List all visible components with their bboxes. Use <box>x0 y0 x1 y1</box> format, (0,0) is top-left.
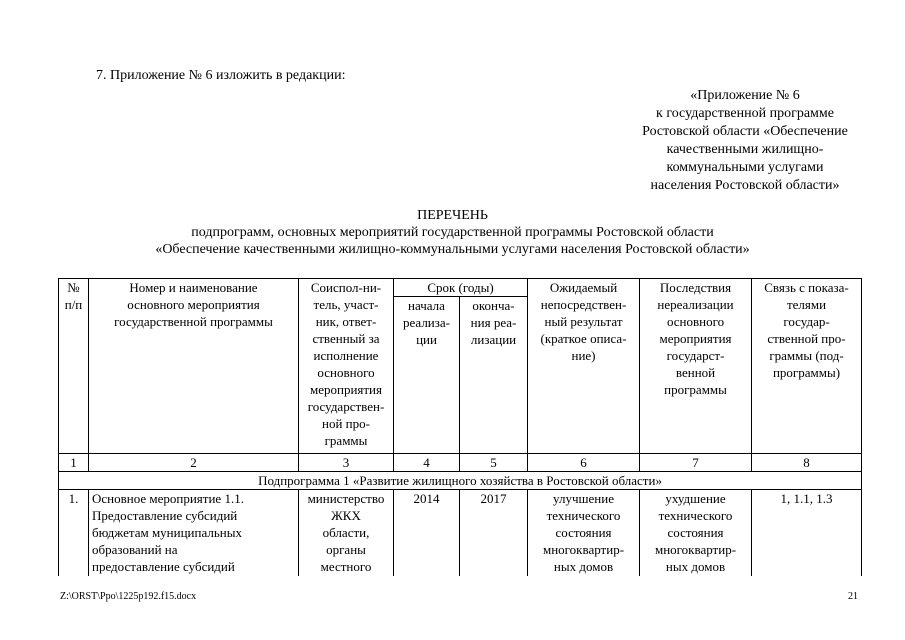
row-name: Основное мероприятие 1.1. Предоставление субсидий бюджетам муниципальных образований на предоставление субсидий <box>89 490 299 576</box>
annex-line: качественными жилищно- <box>666 142 824 157</box>
header-consequences: Последствия нереализации основного мероприятия государст- венной программы <box>640 279 752 454</box>
annex-line: к государственной программе <box>656 106 834 121</box>
annex-line: «Приложение № 6 <box>690 88 800 103</box>
title-line-1: подпрограмм, основных мероприятий государственной программы Ростовской области <box>191 225 714 240</box>
document-title <box>0 207 905 258</box>
column-number: 5 <box>460 454 528 472</box>
column-number: 2 <box>89 454 299 472</box>
row-executor: министерство ЖКХ области, органы местного <box>299 490 394 576</box>
header-term: Срок (годы) <box>394 279 528 297</box>
header-expected: Ожидаемый непосредствен- ный результат (краткое описа- ние) <box>528 279 640 454</box>
activities-table <box>58 278 862 576</box>
title-line-2: «Обеспечение качественными жилищно-коммунальными услугами населения Ростовской области» <box>155 242 750 257</box>
page-number: 21 <box>848 591 858 602</box>
file-path: Z:\ORST\Ppo\1225p192.f15.docx <box>60 591 197 602</box>
row-num: 1. <box>59 490 89 576</box>
column-number: 4 <box>394 454 460 472</box>
annex-line: коммунальными услугами <box>666 160 824 175</box>
intro-text: 7. Приложение № 6 изложить в редакции: <box>96 68 346 83</box>
header-start: начала реализа- ции <box>394 297 460 454</box>
title-heading: ПЕРЕЧЕНЬ <box>417 208 488 223</box>
annex-line: населения Ростовской области» <box>650 178 840 193</box>
row-consequences: ухудшение технического состояния многоквартир- ных домов <box>640 490 752 576</box>
row-expected: улучшение технического состояния многоквартир- ных домов <box>528 490 640 576</box>
row-start: 2014 <box>394 490 460 576</box>
row-end: 2017 <box>460 490 528 576</box>
subprogram-row: Подпрограмма 1 «Развитие жилищного хозяйства в Ростовской области» <box>59 472 862 490</box>
column-number: 1 <box>59 454 89 472</box>
annex-heading <box>610 87 880 195</box>
header-name: Номер и наименование основного мероприятия государственной программы <box>89 279 299 454</box>
header-executor: Соиспол-ни- тель, участ- ник, ответ- ственный за исполнение основного мероприятия государствен- ной про- граммы <box>299 279 394 454</box>
header-end: оконча- ния реа- лизации <box>460 297 528 454</box>
row-link: 1, 1.1, 1.3 <box>752 490 862 576</box>
header-link: Связь с показа- телями государ- ственной про- граммы (под- программы) <box>752 279 862 454</box>
column-number: 6 <box>528 454 640 472</box>
header-num: № п/п <box>59 279 89 454</box>
column-number: 3 <box>299 454 394 472</box>
column-number: 7 <box>640 454 752 472</box>
column-number: 8 <box>752 454 862 472</box>
annex-line: Ростовской области «Обеспечение <box>642 124 848 139</box>
